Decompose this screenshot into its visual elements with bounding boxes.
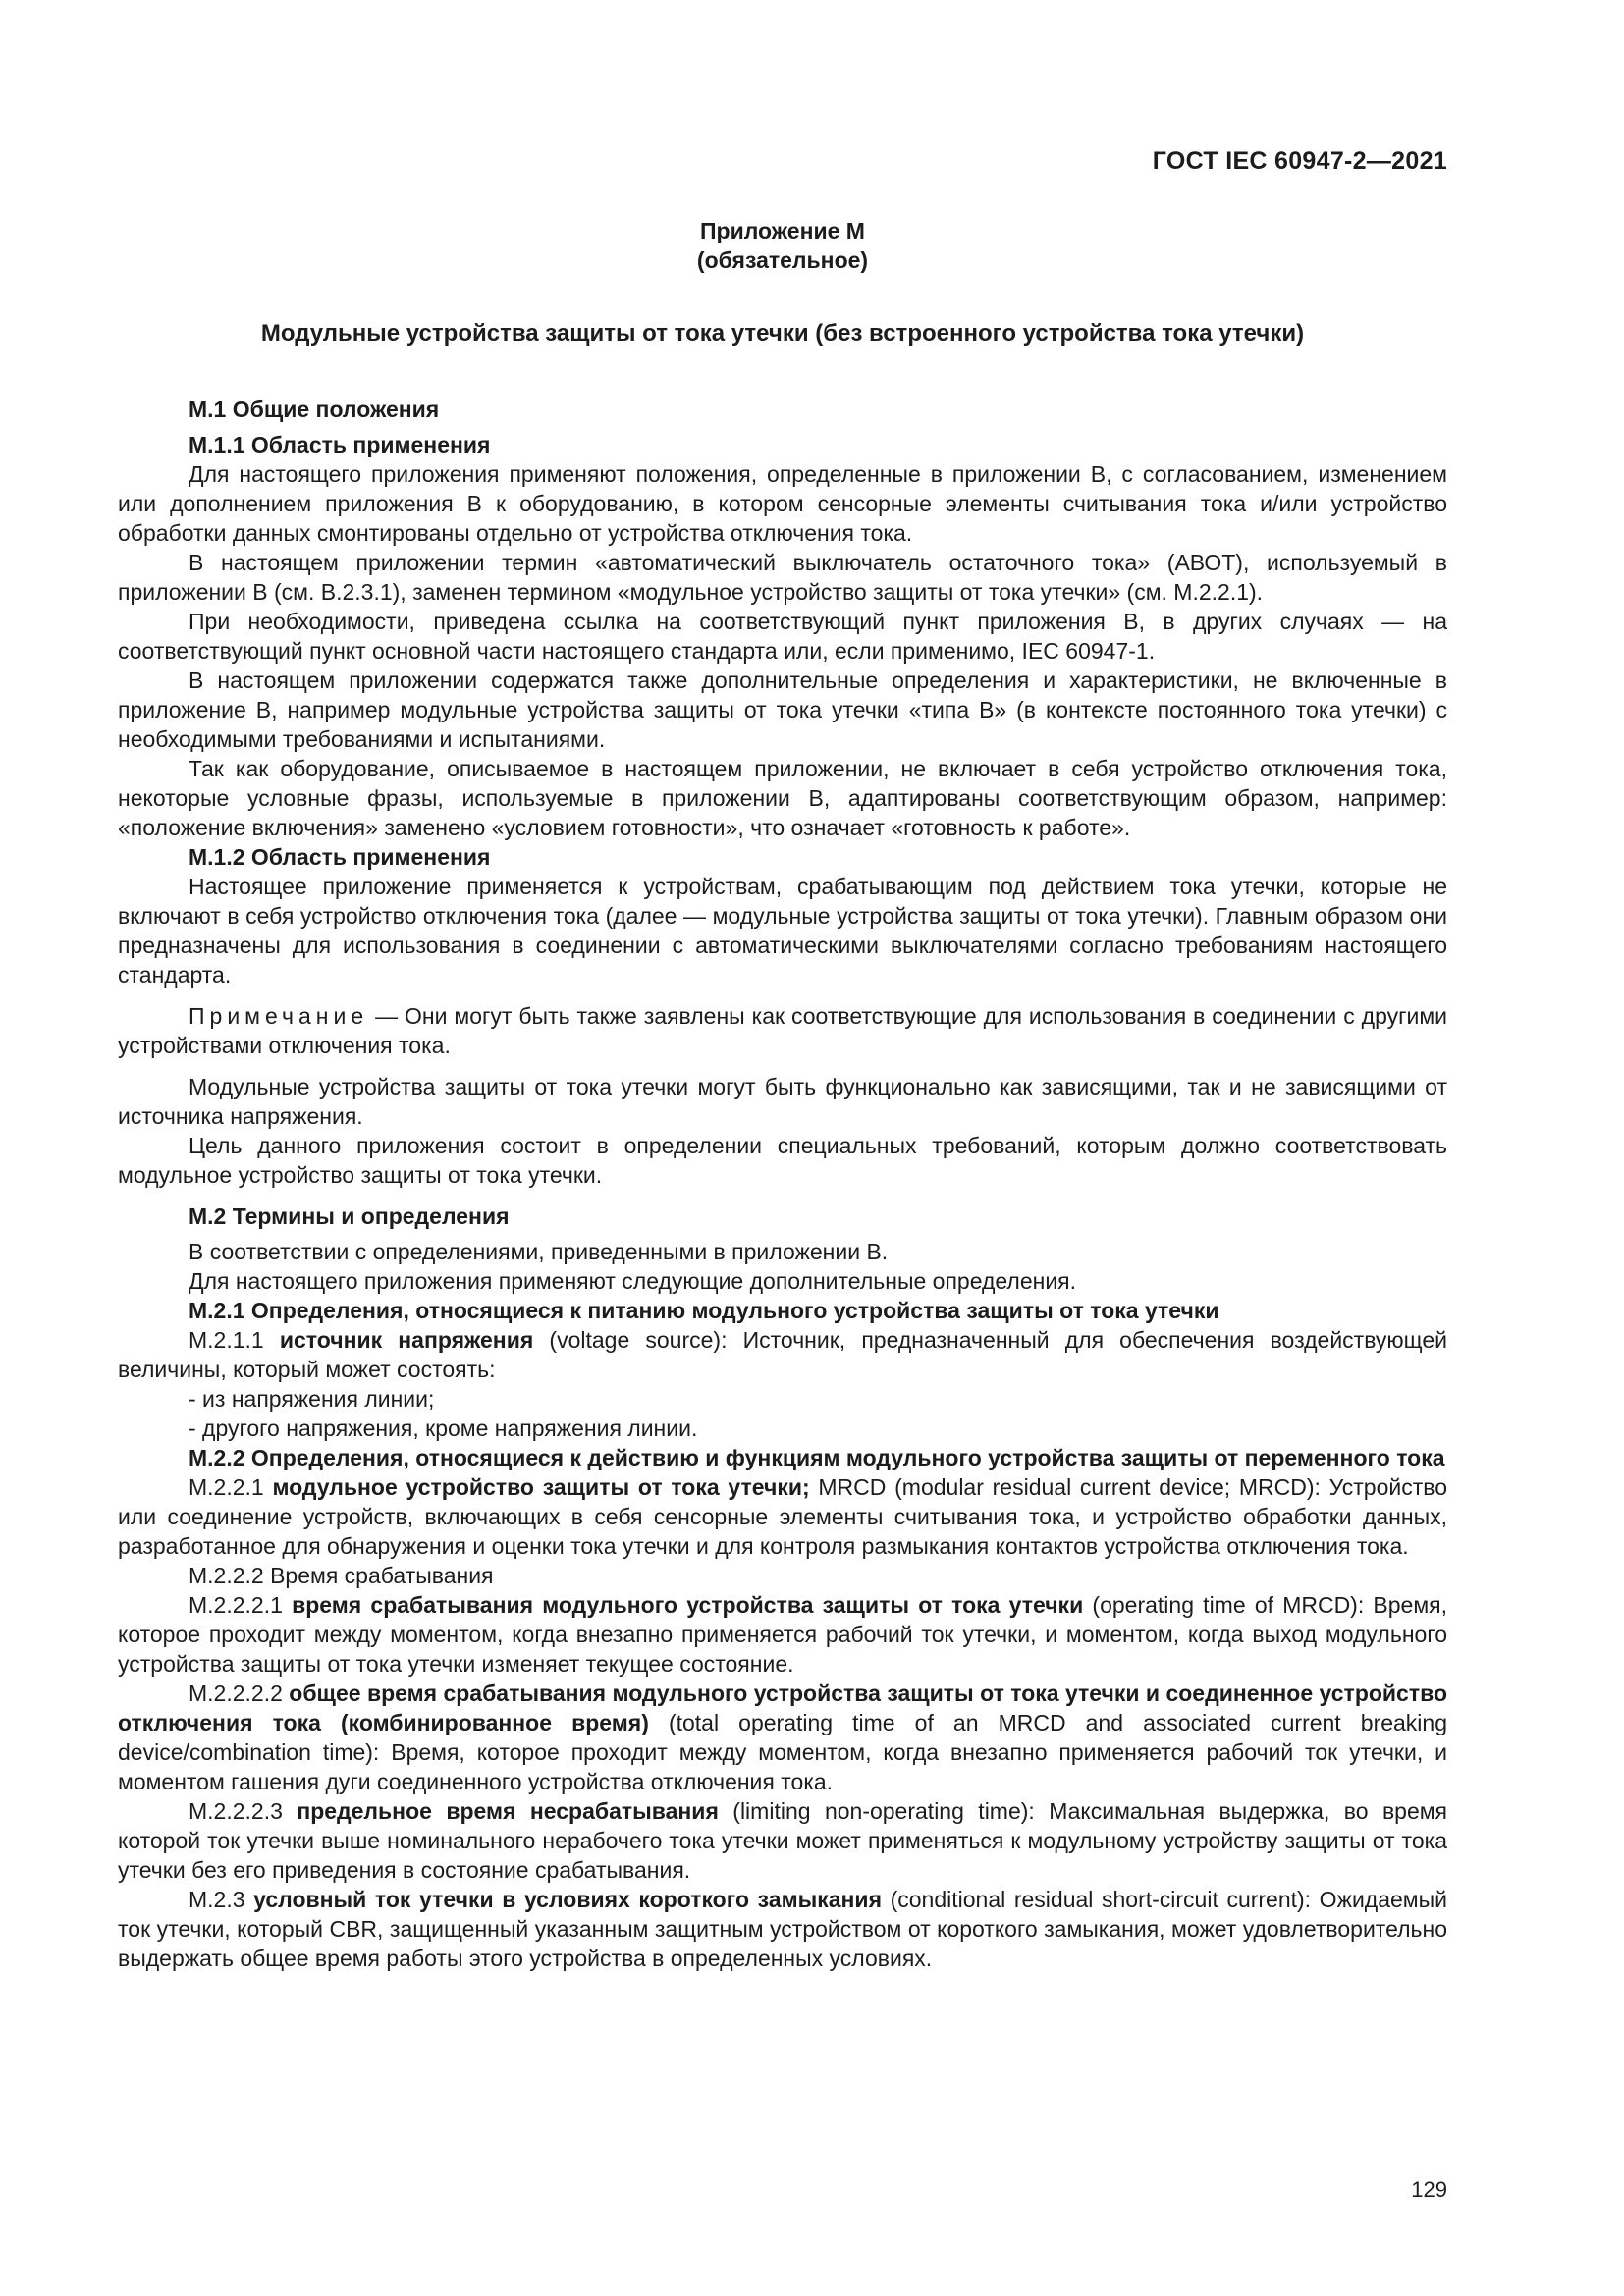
clause-number: М.2.2.1 (189, 1474, 273, 1500)
page-number: 129 (1411, 2177, 1447, 2202)
definition (118, 1679, 1447, 1796)
paragraph: Для настоящего приложения применяют следующие дополнительные определения. (189, 1268, 1077, 1294)
definition (118, 1796, 1447, 1885)
paragraph: При необходимости, приведена ссылка на соответствующий пункт приложения В, в других случаях — на соответствующий пункт основной части настоящего стандарта или, если применимо, IEC 60947-1. (118, 609, 1447, 664)
section-heading: М.1.2 Область применения (189, 844, 491, 870)
paragraph: В соответствии с определениями, приведенными в приложении В. (189, 1239, 889, 1264)
note-text: — Они могут быть также заявлены как соответствующие для использования в соединении с другими устройствами отключения тока. (118, 1003, 1447, 1058)
clause-number: М.2.2.2.3 (189, 1798, 298, 1824)
clause-number: М.2.3 (189, 1887, 254, 1912)
paragraph: В настоящем приложении термин «автоматический выключатель остаточного тока» (АВОТ), используемый в приложении В (см. В.2.3.1), заменен термином «модульное устройство защиты от тока утечки» (см. М.2.2.1). (118, 550, 1447, 605)
paragraph: Цель данного приложения состоит в определении специальных требований, которым должно соответствовать модульное устройство защиты от тока утечки. (118, 1133, 1447, 1188)
section-heading: М.1.1 Область применения (189, 432, 491, 457)
clause-number: М.2.2.2.1 (189, 1592, 293, 1618)
section-heading: М.2.2 Определения, относящиеся к действию и функциям модульного устройства защиты от переменного тока (189, 1445, 1445, 1470)
term: предельное время несрабатывания (297, 1798, 719, 1824)
section-heading: М.2 Термины и определения (189, 1203, 510, 1229)
term: модульное устройство защиты от тока утечки; (272, 1474, 810, 1500)
section-heading: М.2.1 Определения, относящиеся к питанию модульного устройства защиты от тока утечки (189, 1298, 1219, 1323)
definition (118, 1472, 1447, 1561)
clause-number: М.2.1.1 (189, 1327, 280, 1353)
section-heading: М.1 Общие положения (189, 397, 440, 422)
term: общее время срабатывания модульного устройства защиты от тока утечки и соединенное устройство отключения тока (комбинированное время) (118, 1681, 1447, 1735)
definition-text: (voltage source): Источник, предназначенный для обеспечения воздействующей величины, который может состоять: (118, 1327, 1447, 1382)
paragraph: Настоящее приложение применяется к устройствам, срабатывающим под действием тока утечки, которые не включают в себя устройство отключения тока (далее — модульные устройства защиты от тока утечки). Главным образом они предназначены для использования в соединении с автоматическими выключателями согласно требованиям настоящего стандарта. (118, 874, 1447, 988)
list-item: - другого напряжения, кроме напряжения линии. (189, 1415, 698, 1441)
definition-text: MRCD (modular residual current device; MRCD): Устройство или соединение устройств, включающих в себя сенсорные элементы считывания тока, и устройство обработки данных, разработанное для обнаружения и оценки тока утечки и для контроля размыкания контактов устройства отключения тока. (118, 1474, 1448, 1559)
term: время срабатывания модульного устройства защиты от тока утечки (292, 1592, 1084, 1618)
paragraph: Для настоящего приложения применяют положения, определенные в приложении В, с согласованием, изменением или дополнением приложения В к оборудованию, в котором сенсорные элементы считывания тока и/или устройство обработки данных смонтированы отдельно от устройства отключения тока. (118, 461, 1447, 546)
paragraph: Так как оборудование, описываемое в настоящем приложении, не включает в себя устройство отключения тока, некоторые условные фразы, используемые в приложении В, адаптированы соответствующим образом, например: «положение включения» заменено «условием готовности», что означает «готовность к работе». (118, 756, 1447, 840)
clause-number: М.2.2.2.2 (189, 1681, 290, 1706)
definition-text: (limiting non-operating time): Максимальная выдержка, во время которой ток утечки выше номинального нерабочего тока утечки может применяться к модульному устройству защиты от тока утечки без его приведения в состояние срабатывания. (118, 1798, 1448, 1883)
definition (118, 1885, 1447, 1973)
term: условный ток утечки в условиях короткого замыкания (253, 1887, 882, 1912)
subsection-title: М.2.2.2 Время срабатывания (189, 1563, 494, 1588)
paragraph: Модульные устройства защиты от тока утечки могут быть функционально как зависящими, так и не зависящими от источника напряжения. (118, 1074, 1447, 1129)
term: источник напряжения (279, 1327, 534, 1353)
document-body (118, 395, 1447, 1973)
definition (118, 1325, 1447, 1384)
list-item: - из напряжения линии; (189, 1386, 435, 1412)
annex-name: Модульные устройства защиты от тока утечки (без встроенного устройства тока утечки) (260, 320, 1305, 347)
definition-text: (operating time of MRCD): Время, которое проходит между моментом, когда внезапно применяется рабочий ток утечки, и моментом, когда выход модульного устройства защиты от тока утечки изменяет текущее состояние. (118, 1592, 1448, 1677)
note-label: Примечание (189, 1003, 369, 1029)
annex-title: Приложение М (700, 218, 865, 243)
definition (118, 1590, 1447, 1679)
definition-text: (conditional residual short-circuit current): Ожидаемый ток утечки, который CBR, защищенный указанным защитным устройством от короткого замыкания, может удовлетворительно выдержать общее время работы этого устройства в определенных условиях. (118, 1887, 1448, 1971)
paragraph: В настоящем приложении содержатся также дополнительные определения и характеристики, не включенные в приложение В, например модульные устройства защиты от тока утечки «типа В» (в контексте постоянного тока утечки) с необходимыми требованиями и испытаниями. (118, 667, 1447, 752)
standard-designation: ГОСТ IEC 60947-2—2021 (1152, 147, 1447, 175)
annex-status: (обязательное) (696, 247, 869, 273)
note (118, 1001, 1447, 1060)
definition-text: (total operating time of an MRCD and associated current breaking device/combination time): Время, которое проходит между моментом, когда внезапно применяется рабочий ток утечки, и моментом гашения дуги соединенного устройства отключения тока. (118, 1710, 1448, 1794)
